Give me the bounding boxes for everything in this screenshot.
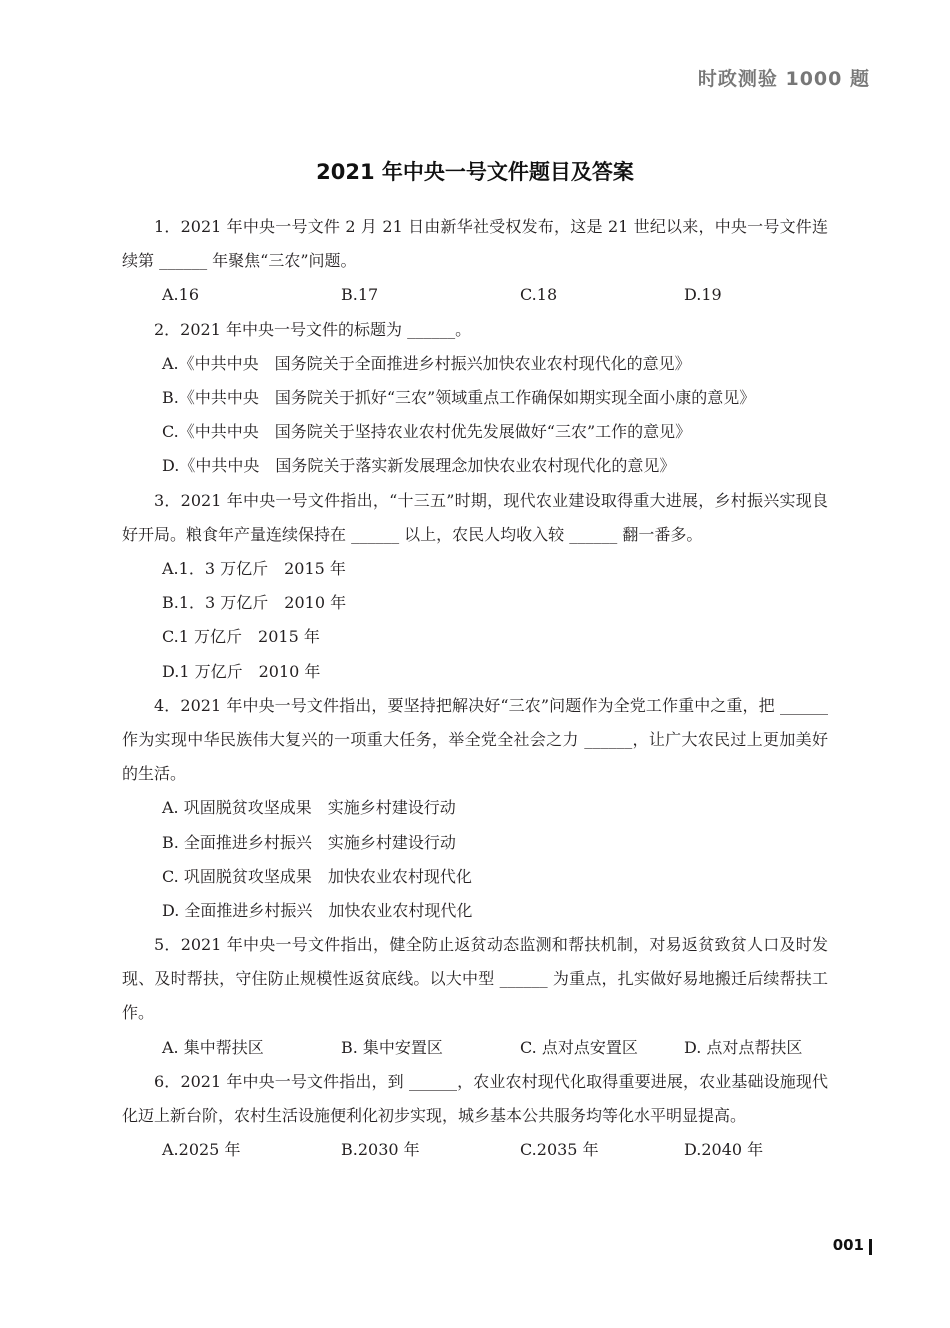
option-a: A.16	[162, 285, 199, 305]
option-a: A. 巩固脱贫攻坚成果 实施乡村建设行动	[162, 798, 456, 818]
option-d: D. 全面推进乡村振兴 加快农业农村现代化	[162, 900, 473, 920]
option-c: C.18	[520, 285, 558, 305]
option-a: A. 集中帮扶区	[162, 1037, 264, 1057]
book-series-header: 时政测验 1000 题	[697, 68, 870, 90]
option-b: B. 全面推进乡村振兴 实施乡村建设行动	[162, 832, 456, 852]
question-5-options	[122, 1031, 828, 1065]
option-d: D.1 万亿斤 2010 年	[162, 661, 321, 681]
page-number: 001	[832, 1236, 864, 1254]
option-c: C.1 万亿斤 2015 年	[162, 627, 320, 647]
option-b: B.2030 年	[341, 1140, 420, 1160]
question-1-options	[122, 278, 828, 312]
option-c: C. 点对点安置区	[520, 1037, 638, 1057]
page-title: 2021 年中央一号文件题目及答案	[316, 160, 634, 184]
question-2-text: 2．2021 年中央一号文件的标题为 ______。	[154, 319, 472, 339]
option-b: B.17	[341, 285, 379, 305]
option-b: B.1．3 万亿斤 2010 年	[162, 593, 347, 613]
option-c: C. 巩固脱贫攻坚成果 加快农业农村现代化	[162, 866, 472, 886]
option-c: C.2035 年	[520, 1140, 599, 1160]
question-1-text: 1．2021 年中央一号文件 2 月 21 日由新华社受权发布，这是 21 世纪以来，中央一号文件连续第 ______ 年聚焦“三农”问题。	[122, 217, 828, 271]
question-6-text: 6．2021 年中央一号文件指出，到 ______，农业农村现代化取得重要进展，农业基础设施现代化迈上新台阶，农村生活设施便利化初步实现，城乡基本公共服务均等化水平明显提高。	[122, 1071, 828, 1126]
option-a: A.2025 年	[162, 1140, 241, 1160]
option-d: D.19	[684, 285, 722, 305]
option-d: D.《中共中央 国务院关于落实新发展理念加快农业农村现代化的意见》	[162, 456, 676, 476]
option-b: B.《中共中央 国务院关于抓好“三农”领域重点工作确保如期实现全面小康的意见》	[162, 387, 756, 407]
page-number-bar	[869, 1239, 872, 1255]
question-4-text: 4．2021 年中央一号文件指出，要坚持把解决好“三农”问题作为全党工作重中之重，把 ______ 作为实现中华民族伟大复兴的一项重大任务，举全党全社会之力 ______，让广大农民过上更加美好的生活。	[122, 695, 828, 784]
question-list	[122, 210, 828, 1167]
question-5-text: 5．2021 年中央一号文件指出，健全防止返贫动态监测和帮扶机制，对易返贫致贫人口及时发现、及时帮扶，守住防止规模性返贫底线。以大中型 ______ 为重点，扎实做好易地搬迁后续帮扶工作。	[122, 935, 828, 1023]
option-c: C.《中共中央 国务院关于坚持农业农村优先发展做好“三农”工作的意见》	[162, 422, 692, 442]
option-a: A.1．3 万亿斤 2015 年	[162, 558, 346, 578]
question-3-text: 3．2021 年中央一号文件指出，“十三五”时期，现代农业建设取得重大进展，乡村振兴实现良好开局。粮食年产量连续保持在 ______ 以上，农民人均收入较 ______ 翻一番多。	[122, 490, 828, 544]
question-6-options	[122, 1133, 828, 1167]
option-a: A.《中共中央 国务院关于全面推进乡村振兴加快农业农村现代化的意见》	[162, 353, 691, 373]
option-d: D.2040 年	[684, 1140, 764, 1160]
option-b: B. 集中安置区	[341, 1037, 443, 1057]
option-d: D. 点对点帮扶区	[684, 1037, 803, 1057]
